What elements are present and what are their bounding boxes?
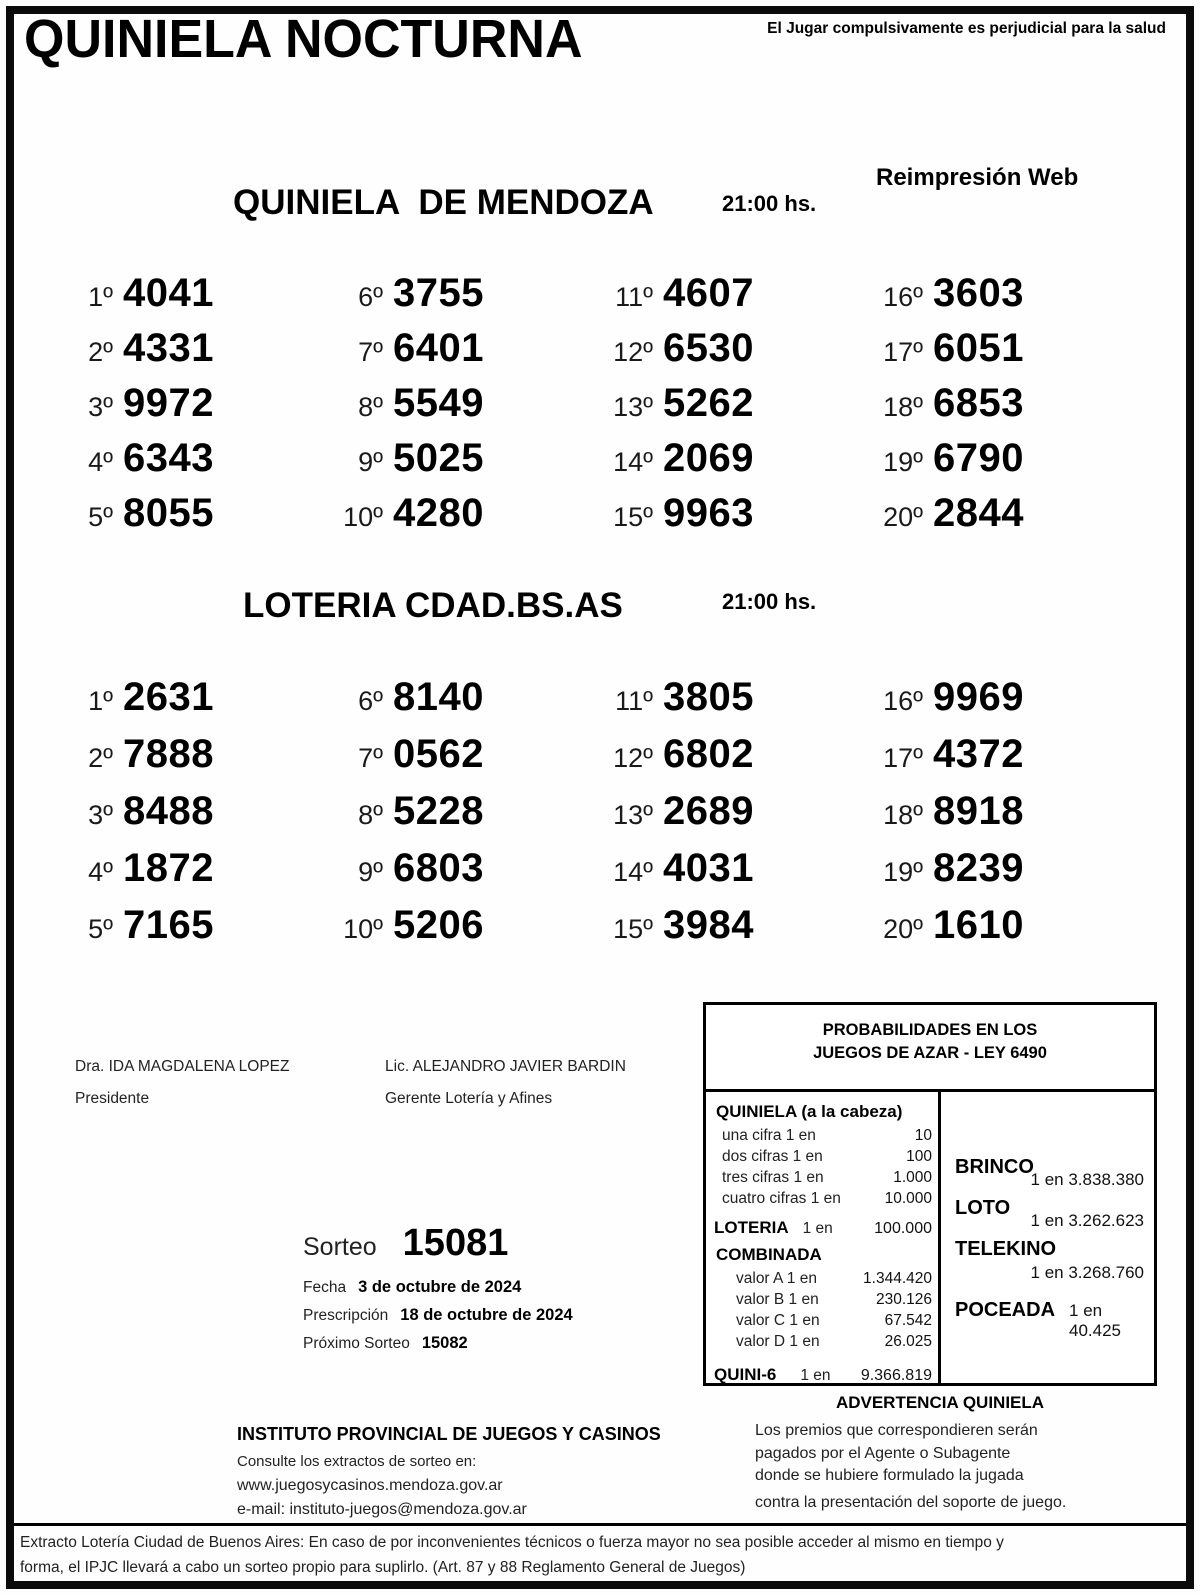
warning-line: pagados por el Agente o Subagente: [755, 1444, 1011, 1462]
footer-divider: [14, 1523, 1186, 1526]
odds-value: 26.025: [884, 1333, 932, 1350]
winning-number: 5228: [393, 789, 484, 833]
mendoza-result-10: [325, 488, 595, 543]
position-ordinal: 4º: [88, 857, 113, 887]
mendoza-result-14: [595, 433, 865, 488]
winning-number: 6051: [933, 326, 1024, 370]
position-ordinal: 15º: [613, 914, 653, 944]
odds-row: [736, 1310, 932, 1331]
bsas-result-6: [325, 672, 595, 729]
position-ordinal: 15º: [613, 502, 653, 532]
game-name: BRINCO: [955, 1156, 1034, 1178]
proximo-sorteo-value: 15082: [421, 1334, 468, 1352]
winning-number: 8239: [933, 846, 1024, 890]
quini6-odds-name: QUINI-6: [714, 1365, 777, 1384]
odds-value: 1.344.420: [863, 1270, 932, 1287]
mendoza-result-11: [595, 268, 865, 323]
institute-name: INSTITUTO PROVINCIAL DE JUEGOS Y CASINOS: [237, 1424, 661, 1444]
odds-label: valor A 1 en: [736, 1270, 818, 1287]
position-ordinal: 10º: [343, 914, 383, 944]
mendoza-result-13: [595, 378, 865, 433]
position-ordinal: 20º: [883, 914, 923, 944]
winning-number: 8488: [123, 789, 214, 833]
bsas-result-13: [595, 786, 865, 843]
footer-line: Extracto Lotería Ciudad de Buenos Aires: En caso de por inconvenientes técnicos o fuerza mayor no sea posible acceder al mismo en tiempo y: [20, 1534, 1004, 1551]
position-ordinal: 18º: [883, 800, 923, 830]
odds-label: tres cifras 1 en: [722, 1169, 824, 1186]
odds-label: una cifra 1 en: [722, 1127, 816, 1144]
institute-block: [237, 1424, 661, 1519]
position-ordinal: 10º: [343, 502, 383, 532]
mendoza-result-9: [325, 433, 595, 488]
mendoza-result-18: [865, 378, 1135, 433]
position-ordinal: 19º: [883, 447, 923, 477]
mendoza-result-16: [865, 268, 1135, 323]
position-ordinal: 2º: [88, 743, 113, 773]
position-ordinal: 17º: [883, 337, 923, 367]
odds-row: [736, 1268, 932, 1289]
loto-odds: [955, 1197, 1144, 1231]
winning-number: 9969: [933, 675, 1024, 719]
mendoza-result-15: [595, 488, 865, 543]
bsas-result-11: [595, 672, 865, 729]
odds-row: [722, 1167, 932, 1188]
position-ordinal: 1º: [88, 282, 113, 312]
bsas-results-grid: [55, 672, 1135, 957]
winning-number: 6803: [393, 846, 484, 890]
loteria-odds-mid: 1 en: [802, 1220, 833, 1237]
bsas-draw-time: 21:00 hs.: [722, 589, 817, 614]
institute-consult-line: Consulte los extractos de sorteo en:: [237, 1453, 477, 1470]
combinada-odds-rows: [714, 1268, 932, 1352]
mendoza-result-3: [55, 378, 325, 433]
bsas-result-8: [325, 786, 595, 843]
bsas-result-5: [55, 900, 325, 957]
sorteo-label: Sorteo: [303, 1233, 377, 1261]
position-ordinal: 2º: [88, 337, 113, 367]
winning-number: 6790: [933, 436, 1024, 480]
position-ordinal: 9º: [358, 857, 383, 887]
reprint-label: Reimpresión Web: [876, 164, 1079, 191]
mendoza-result-6: [325, 268, 595, 323]
winning-number: 3603: [933, 271, 1024, 315]
probabilities-title-line1: PROBABILIDADES EN LOS: [822, 1021, 1038, 1039]
odds-value: 67.542: [884, 1312, 932, 1329]
bsas-result-14: [595, 843, 865, 900]
winning-number: 4372: [933, 732, 1024, 776]
position-ordinal: 17º: [883, 743, 923, 773]
position-ordinal: 7º: [358, 743, 383, 773]
position-ordinal: 4º: [88, 447, 113, 477]
telekino-odds: [955, 1238, 1144, 1283]
probabilities-left-column: [706, 1092, 938, 1383]
position-ordinal: 12º: [613, 337, 653, 367]
institute-email: e-mail: instituto-juegos@mendoza.gov.ar: [237, 1501, 527, 1518]
winning-number: 3805: [663, 675, 754, 719]
winning-number: 1610: [933, 903, 1024, 947]
odds-value: 10.000: [884, 1190, 932, 1207]
sorteo-number: 15081: [402, 1222, 509, 1264]
winning-number: 7888: [123, 732, 214, 776]
signer-name: Dra. IDA MAGDALENA LOPEZ: [75, 1058, 290, 1075]
bsas-result-19: [865, 843, 1135, 900]
bsas-result-3: [55, 786, 325, 843]
winning-number: 6530: [663, 326, 754, 370]
game-name: POCEADA: [955, 1299, 1056, 1321]
mendoza-result-12: [595, 323, 865, 378]
winning-number: 4031: [663, 846, 754, 890]
mendoza-result-1: [55, 268, 325, 323]
bsas-result-18: [865, 786, 1135, 843]
winning-number: 4280: [393, 491, 484, 535]
signature-manager: [385, 1058, 626, 1108]
footer-legal-text: [20, 1531, 1170, 1580]
mendoza-result-17: [865, 323, 1135, 378]
mendoza-result-7: [325, 323, 595, 378]
odds-label: valor B 1 en: [736, 1291, 819, 1308]
position-ordinal: 11º: [615, 686, 653, 716]
position-ordinal: 12º: [613, 743, 653, 773]
bsas-result-7: [325, 729, 595, 786]
draw-info-block: [303, 1222, 573, 1353]
bsas-result-20: [865, 900, 1135, 957]
position-ordinal: 18º: [883, 392, 923, 422]
winning-number: 2844: [933, 491, 1024, 535]
loteria-odds-value: 100.000: [874, 1220, 932, 1237]
footer-line: forma, el IPJC llevará a cabo un sorteo propio para suplirlo. (Art. 87 y 88 Reglamento General de Juegos): [20, 1558, 746, 1576]
probabilities-title: [706, 1005, 1154, 1092]
game-odds: 1 en 40.425: [1069, 1301, 1122, 1340]
health-warning-text: El Jugar compulsivamente es perjudicial para la salud: [767, 20, 1166, 37]
position-ordinal: 13º: [613, 800, 653, 830]
position-ordinal: 8º: [358, 800, 383, 830]
bsas-result-2: [55, 729, 325, 786]
position-ordinal: 9º: [358, 447, 383, 477]
odds-label: valor C 1 en: [736, 1312, 820, 1329]
game-odds: 1 en 3.262.623: [1030, 1211, 1144, 1230]
position-ordinal: 8º: [358, 392, 383, 422]
game-name: TELEKINO: [955, 1238, 1057, 1260]
winning-number: 8055: [123, 491, 214, 535]
position-ordinal: 19º: [883, 857, 923, 887]
brinco-odds: [955, 1156, 1144, 1190]
quini6-odds-mid: 1 en: [800, 1367, 831, 1384]
mendoza-result-8: [325, 378, 595, 433]
position-ordinal: 5º: [88, 502, 113, 532]
signature-president: [75, 1058, 289, 1108]
winning-number: 7165: [123, 903, 214, 947]
position-ordinal: 6º: [358, 686, 383, 716]
page-title: QUINIELA NOCTURNA: [24, 9, 583, 70]
position-ordinal: 16º: [883, 282, 923, 312]
signer-name: Lic. ALEJANDRO JAVIER BARDIN: [385, 1058, 626, 1075]
bsas-result-9: [325, 843, 595, 900]
probabilities-panel: [703, 1002, 1157, 1386]
institute-website: www.juegosycasinos.mendoza.gov.ar: [237, 1477, 503, 1494]
mendoza-result-4: [55, 433, 325, 488]
bsas-section-title: LOTERIA CDAD.BS.AS: [243, 586, 623, 625]
winning-number: 5262: [663, 381, 754, 425]
mendoza-result-19: [865, 433, 1135, 488]
position-ordinal: 16º: [883, 686, 923, 716]
winning-number: 8918: [933, 789, 1024, 833]
odds-row: [736, 1331, 932, 1352]
winning-number: 9963: [663, 491, 754, 535]
combinada-odds-header: COMBINADA: [716, 1245, 822, 1264]
bsas-result-15: [595, 900, 865, 957]
winning-number: 2069: [663, 436, 754, 480]
bsas-result-12: [595, 729, 865, 786]
winning-number: 0562: [393, 732, 484, 776]
warning-line: Los premios que correspondieren serán: [755, 1422, 1038, 1439]
warning-line: donde se hubiere formulado la jugada: [755, 1467, 1024, 1484]
winning-number: 4041: [123, 271, 214, 315]
position-ordinal: 6º: [358, 282, 383, 312]
odds-row: [722, 1125, 932, 1146]
fecha-label: Fecha: [303, 1279, 347, 1296]
winning-number: 6853: [933, 381, 1024, 425]
position-ordinal: 13º: [613, 392, 653, 422]
odds-label: cuatro cifras 1 en: [722, 1190, 841, 1207]
winning-number: 6401: [393, 326, 484, 370]
position-ordinal: 3º: [88, 392, 113, 422]
winning-number: 5549: [393, 381, 484, 425]
quiniela-odds-header: QUINIELA (a la cabeza): [716, 1102, 903, 1121]
odds-label: dos cifras 1 en: [722, 1148, 823, 1165]
position-ordinal: 20º: [883, 502, 923, 532]
quini6-odds-row: [714, 1365, 932, 1385]
prescripcion-label: Prescripción: [303, 1307, 389, 1324]
probabilities-title-line2: JUEGOS DE AZAR - LEY 6490: [813, 1044, 1047, 1062]
bsas-result-10: [325, 900, 595, 957]
winning-number: 8140: [393, 675, 484, 719]
proximo-sorteo-label: Próximo Sorteo: [303, 1335, 410, 1352]
winning-number: 2689: [663, 789, 754, 833]
winning-number: 1872: [123, 846, 214, 890]
winning-number: 9972: [123, 381, 214, 425]
position-ordinal: 3º: [88, 800, 113, 830]
winning-number: 6802: [663, 732, 754, 776]
odds-value: 100: [906, 1148, 932, 1165]
quini6-odds-value: 9.366.819: [860, 1367, 932, 1384]
loteria-odds-row: [714, 1218, 932, 1238]
winning-number: 3984: [663, 903, 754, 947]
mendoza-result-20: [865, 488, 1135, 543]
signer-role: Gerente Lotería y Afines: [385, 1090, 553, 1107]
game-odds: 1 en 3.268.760: [1030, 1263, 1144, 1282]
winning-number: 3755: [393, 271, 484, 315]
odds-row: [722, 1188, 932, 1209]
poceada-odds: [955, 1299, 1144, 1341]
winning-number: 4331: [123, 326, 214, 370]
odds-value: 1.000: [893, 1169, 932, 1186]
position-ordinal: 1º: [88, 686, 113, 716]
mendoza-result-5: [55, 488, 325, 543]
bsas-result-1: [55, 672, 325, 729]
position-ordinal: 14º: [613, 857, 653, 887]
game-odds: 1 en 3.838.380: [1030, 1170, 1144, 1189]
position-ordinal: 14º: [613, 447, 653, 477]
odds-row: [736, 1289, 932, 1310]
position-ordinal: 7º: [358, 337, 383, 367]
warning-line: contra la presentación del soporte de juego.: [755, 1493, 1067, 1511]
winning-number: 2631: [123, 675, 214, 719]
game-name: LOTO: [955, 1197, 1011, 1219]
position-ordinal: 11º: [615, 282, 653, 312]
bsas-result-4: [55, 843, 325, 900]
warning-title: ADVERTENCIA QUINIELA: [835, 1393, 1045, 1412]
odds-value: 230.126: [875, 1291, 932, 1308]
mendoza-draw-time: 21:00 hs.: [722, 191, 817, 216]
prescripcion-value: 18 de octubre de 2024: [400, 1306, 573, 1324]
position-ordinal: 5º: [88, 914, 113, 944]
winning-number: 5025: [393, 436, 484, 480]
bsas-result-17: [865, 729, 1135, 786]
quiniela-warning-block: [700, 1393, 1180, 1514]
odds-label: valor D 1 en: [736, 1333, 820, 1350]
odds-value: 10: [914, 1127, 932, 1144]
probabilities-right-column: [941, 1092, 1154, 1383]
winning-number: 4607: [663, 271, 754, 315]
odds-row: [722, 1146, 932, 1167]
mendoza-section-title: QUINIELA DE MENDOZA: [233, 183, 654, 222]
winning-number: 5206: [393, 903, 484, 947]
mendoza-results-grid: [55, 268, 1135, 543]
signer-role: Presidente: [75, 1090, 150, 1107]
fecha-value: 3 de octubre de 2024: [358, 1278, 522, 1296]
loteria-odds-name: LOTERIA: [714, 1218, 789, 1237]
winning-number: 6343: [123, 436, 214, 480]
mendoza-result-2: [55, 323, 325, 378]
bsas-result-16: [865, 672, 1135, 729]
